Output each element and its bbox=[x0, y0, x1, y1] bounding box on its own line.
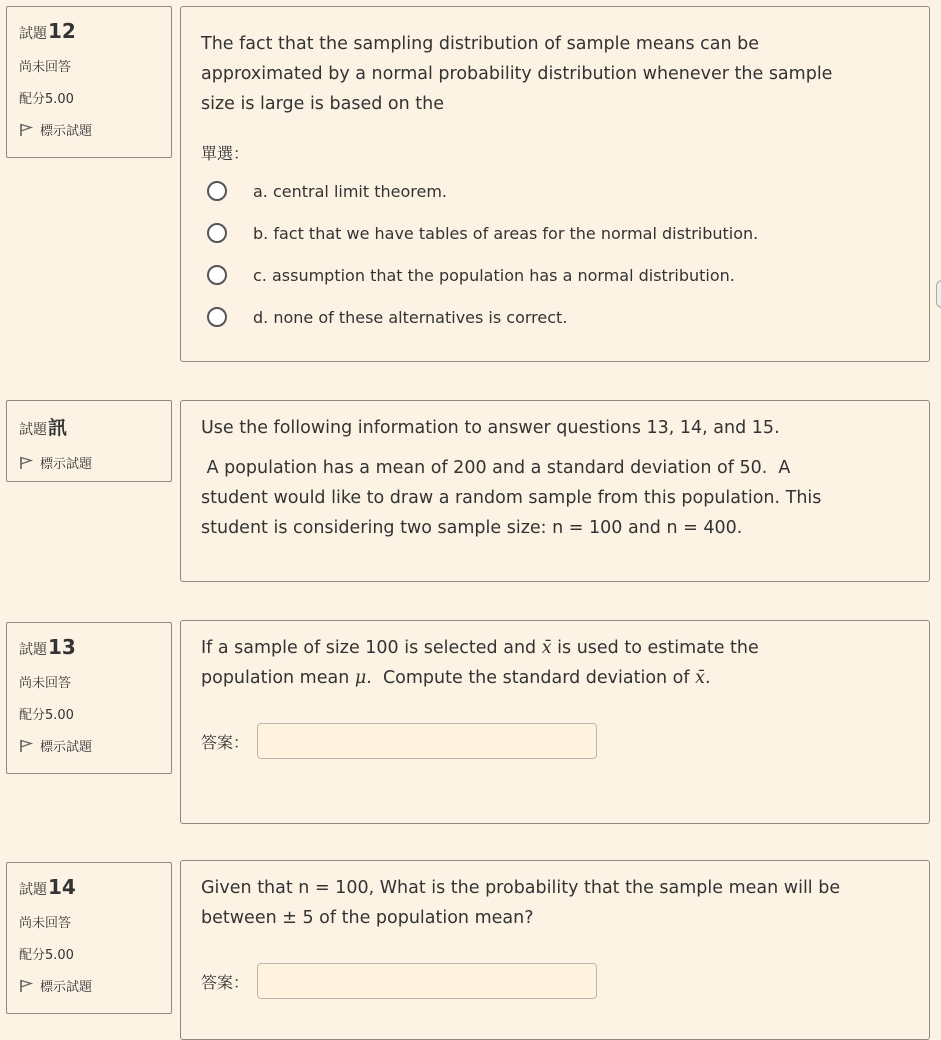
answer-option-label: c. assumption that the population has a normal distribution. bbox=[253, 265, 735, 285]
answer-option-d[interactable] bbox=[201, 296, 909, 338]
description-text bbox=[201, 413, 909, 543]
x-bar-symbol: x̄ bbox=[541, 638, 552, 658]
question-info-13 bbox=[6, 622, 172, 774]
question-text-line: Given that n = 100, What is the probability that the sample mean will be bbox=[201, 878, 841, 898]
answer-row bbox=[201, 723, 909, 759]
question-info-12 bbox=[6, 6, 172, 158]
question-text-line: approximated by a normal probability distribution whenever the sample bbox=[201, 64, 833, 84]
question-content-13 bbox=[180, 620, 930, 824]
text-fragment: population mean bbox=[201, 668, 355, 688]
answer-input[interactable] bbox=[257, 963, 597, 999]
answer-option-label: a. central limit theorem. bbox=[253, 181, 448, 201]
question-number-value: 13 bbox=[48, 635, 76, 659]
answer-row bbox=[201, 963, 909, 999]
text-fragment: If a sample of size 100 is selected and bbox=[201, 638, 542, 658]
answer-option-label: b. fact that we have tables of areas for the normal distribution. bbox=[253, 223, 759, 243]
flag-icon bbox=[19, 739, 33, 753]
question-number bbox=[19, 19, 161, 43]
radio-button[interactable] bbox=[207, 307, 227, 327]
flag-question-label: 標示試題 bbox=[40, 740, 93, 755]
question-status: 尚未回答 bbox=[19, 916, 72, 931]
flag-icon bbox=[19, 979, 33, 993]
question-text-line: size is large is based on the bbox=[201, 94, 444, 114]
mu-symbol: μ bbox=[354, 668, 367, 688]
answer-options bbox=[201, 170, 909, 338]
flag-question-button[interactable] bbox=[19, 976, 161, 995]
flag-question-button[interactable] bbox=[19, 453, 161, 472]
answer-input[interactable] bbox=[257, 723, 597, 759]
radio-button[interactable] bbox=[207, 223, 227, 243]
flag-question-label: 標示試題 bbox=[40, 980, 93, 995]
question-status: 尚未回答 bbox=[19, 60, 72, 75]
text-fragment: is used to estimate the bbox=[551, 638, 759, 658]
answer-option-a[interactable] bbox=[201, 170, 909, 212]
question-text bbox=[201, 633, 909, 693]
description-line: Use the following information to answer questions 13, 14, and 15. bbox=[201, 418, 780, 438]
plus-minus-symbol: ± bbox=[282, 908, 297, 928]
flag-question-label: 標示試題 bbox=[40, 457, 93, 472]
question-number-value: 14 bbox=[48, 875, 76, 899]
question-text-line bbox=[201, 663, 909, 693]
info-symbol: 訊 bbox=[48, 417, 68, 439]
answer-option-b[interactable] bbox=[201, 212, 909, 254]
question-number bbox=[19, 635, 161, 659]
answer-option-c[interactable] bbox=[201, 254, 909, 296]
scroll-edge bbox=[936, 280, 941, 308]
question-kind-label: 試題 bbox=[19, 26, 47, 42]
description-line: A population has a mean of 200 and a standard deviation of 50. A bbox=[201, 458, 791, 478]
question-text bbox=[201, 29, 909, 119]
text-fragment: 5 of the population mean? bbox=[296, 908, 534, 928]
description-line: student is considering two sample size: n = 100 and n = 400. bbox=[201, 518, 743, 538]
text-fragment: between bbox=[201, 908, 283, 928]
x-bar-symbol: x̄ bbox=[695, 668, 705, 688]
question-text-line bbox=[201, 903, 909, 933]
question-number bbox=[19, 875, 161, 899]
flag-icon bbox=[19, 123, 33, 137]
radio-button[interactable] bbox=[207, 181, 227, 201]
description-line: student would like to draw a random sample from this population. This bbox=[201, 488, 822, 508]
answer-label: 答案： bbox=[201, 972, 250, 992]
radio-button[interactable] bbox=[207, 265, 227, 285]
question-content-14 bbox=[180, 860, 930, 1040]
description-content bbox=[180, 400, 930, 582]
flag-icon bbox=[19, 456, 33, 470]
question-text-line bbox=[201, 633, 909, 663]
question-points: 配分5.00 bbox=[19, 92, 74, 107]
flag-question-button[interactable] bbox=[19, 736, 161, 755]
question-text-line: The fact that the sampling distribution of sample means can be bbox=[201, 34, 760, 54]
text-fragment: . bbox=[705, 668, 711, 688]
question-kind-label: 試題 bbox=[19, 642, 47, 658]
question-info-description bbox=[6, 400, 172, 482]
question-kind-label: 試題 bbox=[19, 882, 47, 898]
answer-prompt: 單選： bbox=[201, 144, 250, 163]
flag-question-label: 標示試題 bbox=[40, 124, 93, 139]
question-info-14 bbox=[6, 862, 172, 1014]
question-points: 配分5.00 bbox=[19, 708, 74, 723]
answer-label: 答案： bbox=[201, 732, 250, 752]
question-status: 尚未回答 bbox=[19, 676, 72, 691]
question-content-12 bbox=[180, 6, 930, 362]
question-points: 配分5.00 bbox=[19, 948, 74, 963]
question-number-value: 12 bbox=[48, 19, 76, 43]
text-fragment: . Compute the standard deviation of bbox=[366, 668, 696, 688]
question-kind-label: 試題 bbox=[19, 422, 47, 438]
question-number bbox=[19, 413, 161, 440]
question-text bbox=[201, 873, 909, 933]
answer-option-label: d. none of these alternatives is correct. bbox=[253, 307, 568, 327]
flag-question-button[interactable] bbox=[19, 120, 161, 139]
